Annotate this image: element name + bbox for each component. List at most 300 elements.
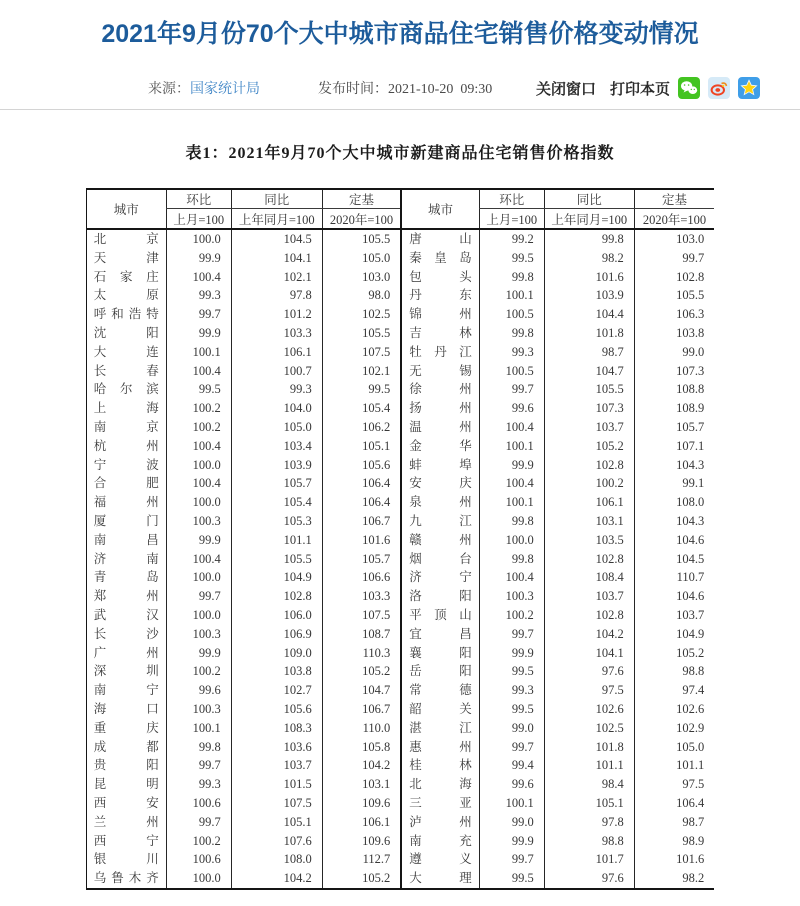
city-cell: 西安 (93, 795, 159, 810)
index-value-cell: 106.3 (634, 305, 714, 324)
index-value-cell: 109.6 (322, 794, 401, 813)
index-value-cell: 99.7 (479, 625, 544, 644)
index-value-cell: 106.0 (231, 606, 322, 625)
city-cell: 岳阳 (401, 662, 479, 681)
table-row (86, 738, 714, 757)
city-cell: 金华 (401, 437, 479, 456)
city-cell: 厦门 (93, 513, 159, 528)
table-row (86, 399, 714, 418)
index-value-cell: 106.2 (322, 418, 401, 437)
index-value-cell: 100.3 (479, 587, 544, 606)
index-value-cell: 104.7 (322, 681, 401, 700)
subheader-mom-right: 上月=100 (479, 209, 544, 230)
city-cell: 温州 (401, 418, 479, 437)
index-value-cell: 99.5 (479, 700, 544, 719)
index-value-cell: 105.1 (231, 813, 322, 832)
index-value-cell: 104.6 (634, 531, 714, 550)
index-value-cell: 104.7 (544, 362, 634, 381)
city-cell: 青岛 (93, 570, 159, 585)
index-value-cell: 97.5 (544, 681, 634, 700)
table-row (86, 324, 714, 343)
index-value-cell: 100.1 (166, 343, 231, 362)
index-value-cell: 105.8 (322, 738, 401, 757)
index-value-cell: 107.6 (231, 832, 322, 851)
city-cell: 锦州 (401, 305, 479, 324)
index-value-cell: 100.2 (166, 399, 231, 418)
index-value-cell: 99.7 (479, 850, 544, 869)
index-value-cell: 99.5 (479, 662, 544, 681)
city-cell: 三亚 (401, 794, 479, 813)
index-value-cell: 98.7 (544, 343, 634, 362)
table-row (86, 756, 714, 775)
table-row (86, 229, 714, 249)
index-value-cell: 100.4 (479, 418, 544, 437)
index-value-cell: 100.0 (166, 229, 231, 249)
city-cell: 吉林 (401, 324, 479, 343)
index-value-cell: 103.8 (231, 662, 322, 681)
city-cell: 安庆 (401, 474, 479, 493)
index-value-cell: 99.8 (479, 268, 544, 287)
index-value-cell: 107.3 (544, 399, 634, 418)
city-cell: 常德 (401, 681, 479, 700)
index-value-cell: 100.2 (166, 662, 231, 681)
print-page-link[interactable]: 打印本页 (609, 81, 670, 98)
wechat-share-icon[interactable] (678, 77, 700, 99)
index-value-cell: 100.4 (166, 474, 231, 493)
table-row (86, 568, 714, 587)
index-value-cell: 99.3 (479, 681, 544, 700)
index-value-cell: 101.8 (544, 738, 634, 757)
index-value-cell: 104.4 (544, 305, 634, 324)
subheader-base-right: 2020年=100 (634, 209, 714, 230)
index-value-cell: 99.8 (544, 229, 634, 249)
city-cell: 昆明 (93, 777, 159, 792)
index-value-cell: 100.6 (166, 850, 231, 869)
col-header-yoy-right: 同比 (544, 189, 634, 209)
table-row (86, 644, 714, 663)
table-row (86, 437, 714, 456)
index-value-cell: 99.4 (479, 756, 544, 775)
table-row (86, 794, 714, 813)
index-value-cell: 101.1 (231, 531, 322, 550)
city-cell: 洛阳 (401, 587, 479, 606)
index-value-cell: 97.8 (231, 286, 322, 305)
subheader-mom-left: 上月=100 (166, 209, 231, 230)
index-value-cell: 108.9 (634, 399, 714, 418)
city-cell: 南昌 (93, 532, 159, 547)
index-value-cell: 99.2 (479, 229, 544, 249)
qzone-share-icon[interactable] (738, 77, 760, 99)
city-cell: 韶关 (401, 700, 479, 719)
publish-row (318, 78, 492, 98)
index-value-cell: 99.0 (479, 813, 544, 832)
index-value-cell: 99.5 (322, 380, 401, 399)
city-cell: 合肥 (93, 476, 159, 491)
index-value-cell: 101.8 (544, 324, 634, 343)
index-value-cell: 98.7 (634, 813, 714, 832)
index-value-cell: 99.9 (479, 456, 544, 475)
index-value-cell: 105.2 (322, 869, 401, 889)
page-title: 2021年9月份70个大中城市商品住宅销售价格变动情况 (101, 20, 699, 48)
table-row (86, 606, 714, 625)
city-cell: 深圳 (93, 664, 159, 679)
city-cell: 长春 (93, 363, 159, 378)
index-value-cell: 99.7 (479, 738, 544, 757)
city-cell: 扬州 (401, 399, 479, 418)
city-cell: 赣州 (401, 531, 479, 550)
index-value-cell: 108.4 (544, 568, 634, 587)
index-value-cell: 98.2 (544, 249, 634, 268)
city-cell: 兰州 (93, 814, 159, 829)
index-value-cell: 107.5 (231, 794, 322, 813)
index-value-cell: 108.3 (231, 719, 322, 738)
city-cell: 贵阳 (93, 758, 159, 773)
city-cell: 乌鲁木齐 (93, 871, 159, 886)
index-value-cell: 100.4 (166, 550, 231, 569)
index-value-cell: 100.0 (166, 606, 231, 625)
table-header (86, 189, 714, 229)
city-cell: 丹东 (401, 286, 479, 305)
index-value-cell: 102.9 (634, 719, 714, 738)
city-cell: 包头 (401, 268, 479, 287)
index-value-cell: 108.0 (231, 850, 322, 869)
city-cell: 九江 (401, 512, 479, 531)
weibo-share-icon[interactable] (708, 77, 730, 99)
col-header-city-right: 城市 (401, 189, 479, 229)
table-row (86, 493, 714, 512)
index-value-cell: 106.1 (544, 493, 634, 512)
table-row (86, 813, 714, 832)
index-value-cell: 99.7 (166, 756, 231, 775)
publish-label: 发布时间： (318, 82, 388, 97)
index-value-cell: 100.3 (166, 512, 231, 531)
index-value-cell: 97.6 (544, 869, 634, 889)
close-window-link[interactable]: 关闭窗口 (535, 81, 596, 98)
city-cell: 南充 (401, 832, 479, 851)
index-value-cell: 106.4 (322, 474, 401, 493)
index-value-cell: 99.7 (479, 380, 544, 399)
city-cell: 泉州 (401, 493, 479, 512)
index-value-cell: 110.0 (322, 719, 401, 738)
table-row (86, 625, 714, 644)
table-row (86, 850, 714, 869)
table-row (86, 832, 714, 851)
city-cell: 郑州 (93, 589, 159, 604)
index-value-cell: 106.1 (322, 813, 401, 832)
index-value-cell: 110.7 (634, 568, 714, 587)
index-value-cell: 105.5 (322, 324, 401, 343)
col-header-yoy-left: 同比 (231, 189, 322, 209)
index-value-cell: 99.3 (166, 775, 231, 794)
index-value-cell: 101.6 (544, 268, 634, 287)
index-value-cell: 98.9 (634, 832, 714, 851)
index-value-cell: 103.9 (544, 286, 634, 305)
index-value-cell: 103.7 (634, 606, 714, 625)
index-value-cell: 97.6 (544, 662, 634, 681)
index-value-cell: 104.2 (231, 869, 322, 889)
index-value-cell: 99.9 (166, 249, 231, 268)
index-value-cell: 104.2 (544, 625, 634, 644)
index-value-cell: 99.7 (166, 305, 231, 324)
index-value-cell: 108.8 (634, 380, 714, 399)
index-value-cell: 98.0 (322, 286, 401, 305)
city-cell: 重庆 (93, 720, 159, 735)
city-cell: 哈尔滨 (93, 382, 159, 397)
index-value-cell: 105.6 (322, 456, 401, 475)
index-value-cell: 102.8 (231, 587, 322, 606)
index-value-cell: 107.1 (634, 437, 714, 456)
table-body (86, 229, 714, 889)
city-cell: 襄阳 (401, 644, 479, 663)
city-cell: 海口 (93, 701, 159, 716)
subheader-yoy-right: 上年同月=100 (544, 209, 634, 230)
index-value-cell: 103.3 (322, 587, 401, 606)
city-cell: 北京 (93, 232, 159, 246)
index-value-cell: 100.1 (166, 719, 231, 738)
header-divider (0, 109, 800, 110)
index-value-cell: 105.5 (634, 286, 714, 305)
index-value-cell: 104.5 (634, 550, 714, 569)
city-cell: 济南 (93, 551, 159, 566)
index-value-cell: 107.3 (634, 362, 714, 381)
city-cell: 杭州 (93, 438, 159, 453)
index-value-cell: 99.7 (166, 587, 231, 606)
col-header-mom-right: 环比 (479, 189, 544, 209)
index-value-cell: 102.8 (634, 268, 714, 287)
index-value-cell: 104.1 (231, 249, 322, 268)
table-row (86, 343, 714, 362)
index-value-cell: 105.2 (634, 644, 714, 663)
col-header-base-right: 定基 (634, 189, 714, 209)
index-value-cell: 102.6 (544, 700, 634, 719)
index-value-cell: 107.5 (322, 606, 401, 625)
index-value-cell: 100.1 (479, 493, 544, 512)
index-value-cell: 99.8 (479, 512, 544, 531)
index-value-cell: 103.0 (322, 268, 401, 287)
index-value-cell: 106.6 (322, 568, 401, 587)
subheader-yoy-left: 上年同月=100 (231, 209, 322, 230)
index-value-cell: 99.7 (634, 249, 714, 268)
index-value-cell: 98.2 (634, 869, 714, 889)
table-row (86, 662, 714, 681)
index-value-cell: 99.9 (479, 644, 544, 663)
index-value-cell: 99.6 (479, 399, 544, 418)
index-value-cell: 105.5 (544, 380, 634, 399)
meta-bar (0, 76, 800, 100)
city-cell: 宁波 (93, 457, 159, 472)
index-value-cell: 99.3 (231, 380, 322, 399)
index-value-cell: 100.4 (166, 268, 231, 287)
table-row (86, 305, 714, 324)
city-cell: 秦皇岛 (401, 249, 479, 268)
index-value-cell: 99.0 (479, 719, 544, 738)
index-value-cell: 100.3 (166, 625, 231, 644)
index-value-cell: 106.4 (322, 493, 401, 512)
index-value-cell: 103.6 (231, 738, 322, 757)
index-value-cell: 106.7 (322, 512, 401, 531)
table-row (86, 286, 714, 305)
table-row (86, 380, 714, 399)
col-header-base-left: 定基 (322, 189, 401, 209)
table-row (86, 775, 714, 794)
index-value-cell: 99.8 (166, 738, 231, 757)
index-value-cell: 105.0 (231, 418, 322, 437)
index-value-cell: 100.2 (479, 606, 544, 625)
index-value-cell: 105.5 (231, 550, 322, 569)
index-value-cell: 102.5 (322, 305, 401, 324)
index-value-cell: 105.2 (544, 437, 634, 456)
index-value-cell: 106.1 (231, 343, 322, 362)
index-value-cell: 99.9 (166, 531, 231, 550)
index-value-cell: 103.3 (231, 324, 322, 343)
index-value-cell: 100.5 (479, 305, 544, 324)
index-value-cell: 99.6 (479, 775, 544, 794)
city-cell: 上海 (93, 401, 159, 416)
index-value-cell: 103.7 (544, 418, 634, 437)
price-index-table (86, 188, 715, 890)
index-value-cell: 100.2 (166, 832, 231, 851)
page (0, 16, 800, 890)
city-cell: 蚌埠 (401, 456, 479, 475)
index-value-cell: 109.0 (231, 644, 322, 663)
index-value-cell: 109.6 (322, 832, 401, 851)
index-value-cell: 100.2 (166, 418, 231, 437)
col-header-city-left: 城市 (113, 203, 139, 217)
city-cell: 大连 (93, 344, 159, 359)
table-row (86, 418, 714, 437)
table-row (86, 512, 714, 531)
index-value-cell: 103.7 (231, 756, 322, 775)
index-value-cell: 100.1 (479, 437, 544, 456)
index-value-cell: 103.5 (544, 531, 634, 550)
index-value-cell: 104.6 (634, 587, 714, 606)
source-label: 来源： (148, 82, 190, 97)
index-value-cell: 99.1 (634, 474, 714, 493)
index-value-cell: 97.8 (544, 813, 634, 832)
city-cell: 唐山 (401, 229, 479, 249)
table-title: 表1：2021年9月70个大中城市新建商品住宅销售价格指数 (185, 145, 615, 162)
index-value-cell: 97.5 (634, 775, 714, 794)
table-row (86, 719, 714, 738)
index-value-cell: 101.1 (634, 756, 714, 775)
city-cell: 成都 (93, 739, 159, 754)
table-row (86, 268, 714, 287)
table-row (86, 700, 714, 719)
index-value-cell: 99.5 (479, 869, 544, 889)
index-value-cell: 103.0 (634, 229, 714, 249)
index-value-cell: 100.0 (479, 531, 544, 550)
city-cell: 武汉 (93, 607, 159, 622)
table-row (86, 456, 714, 475)
col-header-mom-left: 环比 (166, 189, 231, 209)
city-cell: 西宁 (93, 833, 159, 848)
table-row (86, 249, 714, 268)
index-value-cell: 100.5 (479, 362, 544, 381)
index-value-cell: 103.9 (231, 456, 322, 475)
index-value-cell: 105.1 (322, 437, 401, 456)
index-value-cell: 98.4 (544, 775, 634, 794)
index-value-cell: 105.7 (634, 418, 714, 437)
meta-actions (522, 77, 760, 99)
index-value-cell: 103.4 (231, 437, 322, 456)
city-cell: 大理 (401, 869, 479, 889)
index-value-cell: 105.6 (231, 700, 322, 719)
index-value-cell: 99.0 (634, 343, 714, 362)
index-value-cell: 99.8 (479, 324, 544, 343)
city-cell: 烟台 (401, 550, 479, 569)
city-cell: 无锡 (401, 362, 479, 381)
index-value-cell: 101.5 (231, 775, 322, 794)
table-row (86, 550, 714, 569)
index-value-cell: 99.9 (479, 832, 544, 851)
index-value-cell: 112.7 (322, 850, 401, 869)
index-value-cell: 102.1 (322, 362, 401, 381)
index-value-cell: 99.5 (479, 249, 544, 268)
index-value-cell: 101.6 (634, 850, 714, 869)
index-value-cell: 100.1 (479, 286, 544, 305)
index-value-cell: 100.6 (166, 794, 231, 813)
city-cell: 北海 (401, 775, 479, 794)
city-cell: 桂林 (401, 756, 479, 775)
index-value-cell: 99.9 (166, 644, 231, 663)
source-row (148, 78, 260, 98)
publish-time: 2021-10-20 09:30 (388, 82, 493, 97)
city-cell: 湛江 (401, 719, 479, 738)
index-value-cell: 104.9 (231, 568, 322, 587)
index-value-cell: 101.6 (322, 531, 401, 550)
source-link[interactable]: 国家统计局 (190, 82, 260, 97)
city-cell: 泸州 (401, 813, 479, 832)
subheader-base-left: 2020年=100 (322, 209, 401, 230)
index-value-cell: 100.0 (166, 568, 231, 587)
index-value-cell: 100.1 (479, 794, 544, 813)
index-value-cell: 107.5 (322, 343, 401, 362)
index-value-cell: 101.2 (231, 305, 322, 324)
index-value-cell: 100.4 (479, 568, 544, 587)
city-cell: 宜昌 (401, 625, 479, 644)
city-cell: 牡丹江 (401, 343, 479, 362)
index-value-cell: 101.1 (544, 756, 634, 775)
index-value-cell: 104.0 (231, 399, 322, 418)
index-value-cell: 99.3 (479, 343, 544, 362)
index-value-cell: 99.8 (479, 550, 544, 569)
index-value-cell: 105.0 (322, 249, 401, 268)
city-cell: 呼和浩特 (93, 307, 159, 322)
index-value-cell: 105.3 (231, 512, 322, 531)
index-value-cell: 102.8 (544, 550, 634, 569)
index-value-cell: 103.1 (544, 512, 634, 531)
index-value-cell: 104.3 (634, 456, 714, 475)
table-row (86, 531, 714, 550)
index-value-cell: 104.3 (634, 512, 714, 531)
index-value-cell: 100.0 (166, 456, 231, 475)
index-value-cell: 97.4 (634, 681, 714, 700)
city-cell: 广州 (93, 645, 159, 660)
index-value-cell: 99.9 (166, 324, 231, 343)
index-value-cell: 108.0 (634, 493, 714, 512)
city-cell: 济宁 (401, 568, 479, 587)
city-cell: 惠州 (401, 738, 479, 757)
index-value-cell: 105.4 (231, 493, 322, 512)
index-value-cell: 105.2 (322, 662, 401, 681)
index-value-cell: 103.1 (322, 775, 401, 794)
index-value-cell: 100.0 (166, 493, 231, 512)
index-value-cell: 102.5 (544, 719, 634, 738)
index-value-cell: 101.7 (544, 850, 634, 869)
city-cell: 平顶山 (401, 606, 479, 625)
table-row (86, 362, 714, 381)
index-value-cell: 99.7 (166, 813, 231, 832)
